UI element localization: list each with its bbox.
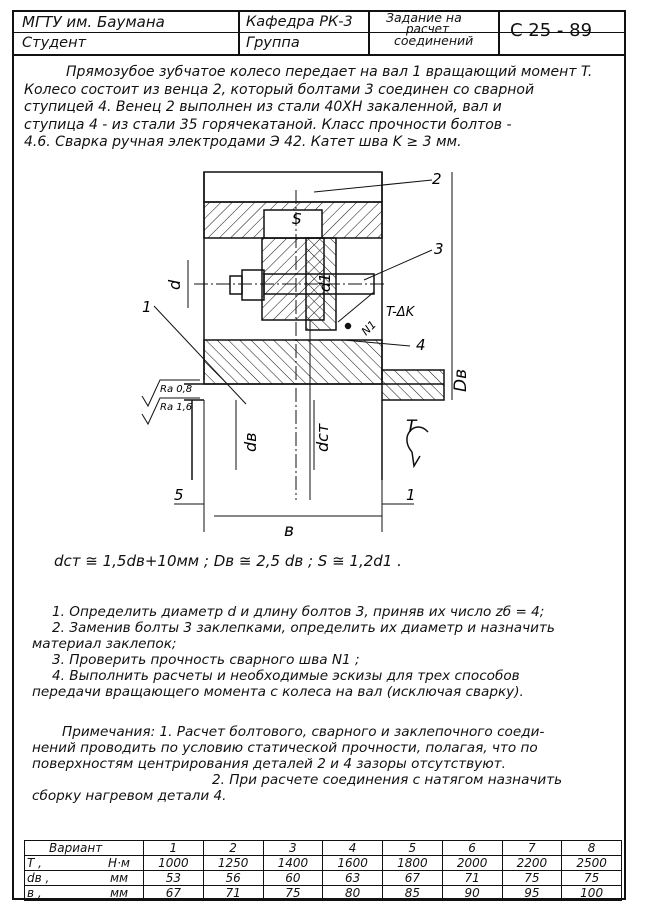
hub-hatched <box>204 340 382 384</box>
bolt-head <box>242 270 264 300</box>
task-line: 1. Определить диаметр d и длину болтов 3, приняв их число zб = 4; <box>52 604 545 620</box>
table-cell: 2000 <box>442 856 502 871</box>
note-line: Примечания: 1. Расчет болтового, сварного и заклепочного соеди- <box>62 724 545 740</box>
label-weld-n1: N1 <box>358 318 379 339</box>
label-part-4: 4 <box>416 336 426 354</box>
title-block <box>14 12 624 56</box>
task-line: передачи вращающего момента с колеса на вал (исключая сварку). <box>32 684 524 700</box>
notes <box>32 724 622 804</box>
label-hub-width: в <box>284 521 295 540</box>
table-header-row <box>25 841 622 856</box>
problem-statement <box>24 64 620 152</box>
variant-number: 1 <box>144 841 204 856</box>
roughness-ra2: Ra 1,6 <box>160 402 193 413</box>
table-cell: 1400 <box>263 856 323 871</box>
document-code: С 25 - 89 <box>510 20 593 41</box>
task-title-line1: Задание на <box>386 10 462 25</box>
task-line: 4. Выполнить расчеты и необходимые эскизы для трех способов <box>52 668 520 684</box>
table-cell: 71 <box>442 871 502 886</box>
table-cell: 75 <box>562 871 622 886</box>
variant-header: Вариант <box>25 841 144 856</box>
row-symbol: в , <box>25 886 96 901</box>
note-line: нений проводить по условию статической прочности, полагая, что по <box>32 740 538 756</box>
table-cell: 85 <box>383 886 443 901</box>
assembly-drawing <box>14 160 624 540</box>
variant-number: 6 <box>442 841 502 856</box>
label-torque: T <box>406 417 417 437</box>
student-label: Студент <box>22 35 87 51</box>
table-row <box>25 886 622 901</box>
label-part-3: 3 <box>434 240 444 258</box>
intro-line: ступица 4 - из стали 35 горячекатаной. Класс прочности болтов - <box>24 116 512 133</box>
label-outer-diameter: Dв <box>451 368 471 392</box>
table-cell: 75 <box>502 871 562 886</box>
task-line: 3. Проверить прочность сварного шва N1 ; <box>52 652 360 668</box>
label-s: S <box>292 210 302 228</box>
task-title-line3: соединений <box>394 33 474 48</box>
intro-line: ступицей 4. Венец 2 выполнен из стали 40ХН закаленной, вал и <box>24 99 502 115</box>
department-name: Кафедра РК-3 <box>246 14 353 30</box>
table-cell: 67 <box>383 871 443 886</box>
label-1-bottom: 1 <box>406 486 416 504</box>
label-weld-type: T-ΔK <box>386 305 415 320</box>
group-label: Группа <box>246 35 300 51</box>
table-row <box>25 856 622 871</box>
table-cell: 75 <box>263 886 323 901</box>
drawing-sheet <box>12 10 626 900</box>
task-list <box>32 604 622 700</box>
label-shaft-diameter: dв <box>241 432 260 452</box>
intro-line: Колесо состоит из венца 2, который болтами 3 соединен со сварной <box>24 81 535 98</box>
label-d: d <box>165 279 184 290</box>
table-row <box>25 871 622 886</box>
variants-table <box>24 840 622 901</box>
note-line: 2. При расчете соединения с натягом назначить <box>212 772 563 788</box>
label-d1: d1 <box>316 272 334 292</box>
institute-name: МГТУ им. Баумана <box>22 13 165 31</box>
intro-line: 4.6. Сварка ручная электродами Э 42. Катет шва K ≥ 3 мм. <box>24 134 462 150</box>
intro-line: Прямозубое зубчатое колесо передает на вал 1 вращающий момент T. <box>66 64 593 80</box>
table-cell: 56 <box>203 871 263 886</box>
table-cell: 80 <box>323 886 383 901</box>
label-part-2: 2 <box>432 170 442 188</box>
table-cell: 1800 <box>383 856 443 871</box>
table-cell: 71 <box>203 886 263 901</box>
row-symbol: dв , <box>25 871 96 886</box>
table-cell: 67 <box>144 886 204 901</box>
label-hub-diameter: dст <box>313 423 332 452</box>
rim-top-band <box>204 172 382 202</box>
bolt-nut <box>230 276 242 294</box>
label-part-1: 1 <box>142 298 152 316</box>
row-unit: Н·м <box>95 856 144 871</box>
table-cell: 2500 <box>562 856 622 871</box>
row-unit: мм <box>95 871 144 886</box>
variant-number: 2 <box>203 841 263 856</box>
shaft-shoulder <box>382 370 444 400</box>
label-5: 5 <box>174 486 184 504</box>
note-line: сборку нагревом детали 4. <box>32 788 227 804</box>
variant-number: 4 <box>323 841 383 856</box>
table-cell: 63 <box>323 871 383 886</box>
variant-number: 3 <box>263 841 323 856</box>
formulas: dст ≅ 1,5dв+10мм ; Dв ≅ 2,5 dв ; S ≅ 1,2d1 . <box>54 552 402 570</box>
variant-number: 7 <box>502 841 562 856</box>
table-cell: 60 <box>263 871 323 886</box>
task-line: материал заклепок; <box>32 636 177 652</box>
note-line: поверхностям центрирования деталей 2 и 4 зазоры отсутствуют. <box>32 756 506 772</box>
table-cell: 1000 <box>144 856 204 871</box>
roughness-ra1: Ra 0,8 <box>160 384 193 395</box>
table-cell: 1600 <box>323 856 383 871</box>
row-unit: мм <box>95 886 144 901</box>
task-line: 2. Заменив болты 3 заклепками, определить их диаметр и назначить <box>52 620 555 636</box>
variant-number: 8 <box>562 841 622 856</box>
table-cell: 100 <box>562 886 622 901</box>
variant-number: 5 <box>383 841 443 856</box>
table-cell: 95 <box>502 886 562 901</box>
row-symbol: T , <box>25 856 96 871</box>
table-cell: 53 <box>144 871 204 886</box>
task-title-line2: расчет <box>406 22 450 36</box>
table-cell: 90 <box>442 886 502 901</box>
table-cell: 1250 <box>203 856 263 871</box>
table-cell: 2200 <box>502 856 562 871</box>
